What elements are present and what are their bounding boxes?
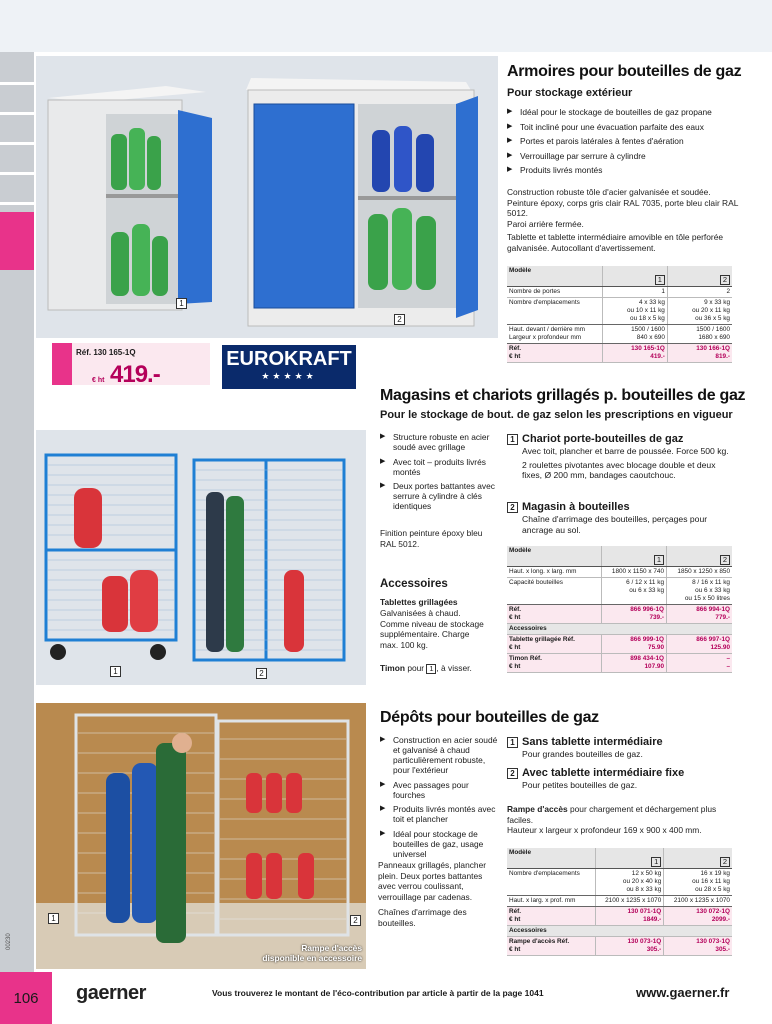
cell: 9 x 33 kg ou 20 x 11 kg ou 36 x 5 kg — [667, 297, 732, 324]
timon-tail: , à visser. — [436, 663, 472, 673]
bullet-item: ▶ Verrouillage par serrure à cylindre — [507, 151, 747, 161]
cell: 2 — [667, 286, 732, 297]
item-num: 2 — [507, 502, 518, 513]
rampe-note — [507, 804, 735, 836]
desc-1: Construction robuste tôle d'acier galvanisée et soudée. Peinture époxy, corps gris clair RAL 7035, porte bleu clair RAL 5012. — [507, 187, 739, 218]
bullet-item: ▶ Idéal pour stockage de bouteilles de gaz, usage universel — [380, 829, 500, 859]
logo-text: EUROKRAFT — [226, 348, 352, 370]
bullet-item: ▶ Produits livrés montés avec toit et plancher — [380, 804, 500, 824]
price-cell: 866 996-1Q 739.- — [601, 604, 667, 623]
section1-desc — [507, 187, 739, 253]
section3-desc1: Panneaux grillagés, plancher plein. Deux portes battantes avec verrou coulissant, verrouillage par cadenas. — [378, 860, 487, 902]
cages-photo — [36, 430, 366, 685]
section1-table — [507, 266, 732, 363]
section3-table — [507, 848, 732, 956]
cell: Nombre d'emplacements — [507, 297, 602, 324]
cell: Nombre d'emplacements — [507, 868, 595, 895]
item2-desc: Chaîne d'arrimage des bouteilles, perçages pour ancrage au sol. — [522, 514, 708, 535]
accessories-title: Accessoires — [380, 578, 448, 590]
price-cell: 130 071-1Q 1849.- — [595, 906, 664, 925]
label-2: 2 — [394, 314, 405, 325]
section3-title: Dépôts pour bouteilles de gaz — [380, 709, 599, 726]
depot-item1-desc: Pour grandes bouteilles de gaz. — [522, 749, 643, 759]
accessories-header: Accessoires — [507, 925, 732, 936]
section2-title: Magasins et chariots grillagés p. bouteilles de gaz — [380, 387, 746, 404]
bullet-item: ▶ Idéal pour le stockage de bouteilles de gaz propane — [507, 107, 747, 117]
item-num: 1 — [507, 434, 518, 445]
cell: Haut. x larg. x prof. mm — [507, 895, 595, 906]
bullet-item: ▶ Avec passages pour fourches — [380, 780, 500, 800]
cell: Capacité bouteilles — [507, 577, 601, 604]
cell: Réf. € ht — [507, 343, 602, 362]
bullet-item: ▶ Avec toit – produits livrés montés — [380, 457, 495, 477]
section1-title: Armoires pour bouteilles de gaz — [507, 63, 742, 80]
cell: 4 x 33 kg ou 10 x 11 kg ou 18 x 5 kg — [602, 297, 667, 324]
depot-item2-desc: Pour petites bouteilles de gaz. — [522, 780, 638, 790]
label-1: 1 — [110, 666, 121, 677]
cell: Réf. € ht — [507, 906, 595, 925]
depot-item2 — [507, 766, 732, 791]
price-cell: 866 999-1Q 75.90 — [601, 634, 667, 653]
price-cell: 866 997-1Q 125.90 — [667, 634, 732, 653]
section2-table — [507, 546, 732, 673]
label-2: 2 — [350, 915, 361, 926]
timon-for: pour — [407, 663, 425, 673]
bullet-item: ▶ Produits livrés montés — [507, 165, 747, 175]
timon-ref-num: 1 — [426, 664, 436, 674]
price-cell: 130 166-1Q 819.- — [667, 343, 732, 362]
bullet-item: ▶ Toit incliné pour une évacuation parfaite des eaux — [507, 122, 747, 132]
th-model: Modèle — [507, 848, 595, 868]
page-number: 106 — [0, 972, 52, 1024]
cell: Nombre de portes — [507, 286, 602, 297]
item1-title: Chariot porte-bouteilles de gaz — [522, 433, 684, 445]
cell: Haut. devant / derrière mm Largeur x profondeur mm — [507, 324, 602, 343]
cell: Tablette grillagée Réf. € ht — [507, 634, 601, 653]
col-1: 1 — [651, 857, 661, 867]
cell: 1 — [602, 286, 667, 297]
top-bar — [0, 0, 772, 52]
th-model: Modèle — [507, 266, 602, 286]
price-currency: € ht — [92, 377, 105, 384]
price-tag-accent — [52, 343, 72, 385]
eurokraft-logo — [222, 345, 356, 389]
price-cell: – – — [667, 653, 732, 672]
cell: 1850 x 1250 x 850 — [667, 566, 732, 577]
section2-subtitle: Pour le stockage de bout. de gaz selon les prescriptions en vigueur — [380, 409, 733, 421]
section1-bullets — [507, 107, 747, 180]
col-2: 2 — [720, 275, 730, 285]
section2-bullets — [380, 432, 495, 516]
accessories-sub: Tablettes grillagées — [380, 597, 458, 607]
price-cell: 130 073-1Q 305.- — [595, 936, 664, 955]
cabinets-photo — [36, 56, 498, 338]
cell: 2100 x 1235 x 1070 — [664, 895, 732, 906]
item1 — [507, 432, 732, 481]
cell: 1500 / 1600 1680 x 690 — [667, 324, 732, 343]
bullet-item: ▶ Structure robuste en acier soudé avec grillage — [380, 432, 495, 452]
col-2: 2 — [720, 857, 730, 867]
price-value: 419.- — [110, 361, 160, 388]
cell: 6 / 12 x 11 kg ou 6 x 33 kg — [601, 577, 667, 604]
col-1: 1 — [654, 555, 664, 565]
photo-caption: Rampe d'accès disponible en accessoire — [262, 943, 362, 963]
section2-finish: Finition peinture époxy bleu RAL 5012. — [380, 528, 483, 549]
timon-label: Timon — [380, 663, 405, 673]
accessories-header: Accessoires — [507, 623, 732, 634]
section3-desc2: Chaînes d'arrimage des bouteilles. — [378, 907, 467, 928]
cell: Haut. x long. x larg. mm — [507, 566, 601, 577]
label-1: 1 — [176, 298, 187, 309]
brand-logo[interactable]: gaerner — [76, 982, 146, 1004]
website-link[interactable]: www.gaerner.fr — [636, 985, 730, 1000]
logo-stars: ★★★★★ — [261, 371, 317, 381]
eco-contribution-note: Vous trouverez le montant de l'éco-contribution par article à partir de la page 1041 — [212, 988, 544, 998]
cell: 1500 / 1600 840 x 690 — [602, 324, 667, 343]
desc-3: Tablette et tablette intermédiaire amovible en tôle perforée galvanisée. Autocollant d'avertissement. — [507, 232, 724, 253]
cell: Réf. € ht — [507, 604, 601, 623]
section-tab[interactable] — [0, 212, 34, 270]
section1-subtitle: Pour stockage extérieur — [507, 87, 633, 99]
bullet-item: ▶ Construction en acier soudé et galvanisé à chaud particulièrement robuste, pour l'extérieur — [380, 735, 500, 775]
item2-title: Magasin à bouteilles — [522, 501, 630, 513]
depot-item1 — [507, 735, 732, 760]
depot-item1-title: Sans tablette intermédiaire — [522, 736, 663, 748]
cell: 2100 x 1235 x 1070 — [595, 895, 664, 906]
section3-bullets — [380, 735, 500, 863]
depot-item2-title: Avec tablette intermédiaire fixe — [522, 767, 685, 779]
item-num: 2 — [507, 768, 518, 779]
side-code: 00230 — [6, 933, 12, 950]
item1-desc2: 2 roulettes pivotantes avec blocage double et deux fixes, Ø 200 mm, bandages caoutchouc. — [522, 459, 716, 480]
cell: Timon Réf. € ht — [507, 653, 601, 672]
cell: 16 x 19 kg ou 16 x 11 kg ou 28 x 5 kg — [664, 868, 732, 895]
depot-photo — [36, 703, 366, 969]
sidebar — [0, 52, 34, 972]
timon-note — [380, 663, 500, 674]
item2 — [507, 500, 732, 535]
depot-illustration — [36, 703, 366, 969]
cabinets-illustration — [36, 56, 498, 338]
price-cell: 130 165-1Q 419.- — [602, 343, 667, 362]
price-tag — [52, 343, 210, 388]
cell: Rampe d'accès Réf. € ht — [507, 936, 595, 955]
rampe-desc: pour chargement et déchargement plus faciles. — [507, 804, 717, 825]
cell: 1800 x 1150 x 740 — [601, 566, 667, 577]
th-model: Modèle — [507, 546, 601, 566]
desc-2: Paroi arrière fermée. — [507, 218, 584, 229]
bullet-item: ▶ Deux portes battantes avec serrure à cylindre à clés identiques — [380, 481, 495, 511]
price-ref: Réf. 130 165-1Q — [76, 348, 136, 357]
label-1: 1 — [48, 913, 59, 924]
item1-desc1: Avec toit, plancher et barre de poussée. Force 500 kg. — [522, 446, 729, 456]
col-2: 2 — [720, 555, 730, 565]
bullet-item: ▶ Portes et parois latérales à fentes d'aération — [507, 136, 747, 146]
price-cell: 866 994-1Q 779.- — [667, 604, 732, 623]
cell: 12 x 50 kg ou 20 x 40 kg ou 8 x 33 kg — [595, 868, 664, 895]
rampe-dims: Hauteur x largeur x profondeur 169 x 900 x 400 mm. — [507, 825, 702, 835]
price-cell: 130 073-1Q 305.- — [664, 936, 732, 955]
col-1: 1 — [655, 275, 665, 285]
cell: 8 / 16 x 11 kg ou 6 x 33 kg ou 15 x 50 litres — [667, 577, 732, 604]
item-num: 1 — [507, 737, 518, 748]
accessories-desc: Galvanisées à chaud. Comme niveau de stockage supplémentaire. Charge max. 100 kg. — [380, 608, 484, 650]
price-cell: 130 072-1Q 2099.- — [664, 906, 732, 925]
cages-illustration — [36, 430, 366, 685]
price-cell: 898 434-1Q 107.90 — [601, 653, 667, 672]
label-2: 2 — [256, 668, 267, 679]
rampe-label: Rampe d'accès — [507, 804, 568, 814]
